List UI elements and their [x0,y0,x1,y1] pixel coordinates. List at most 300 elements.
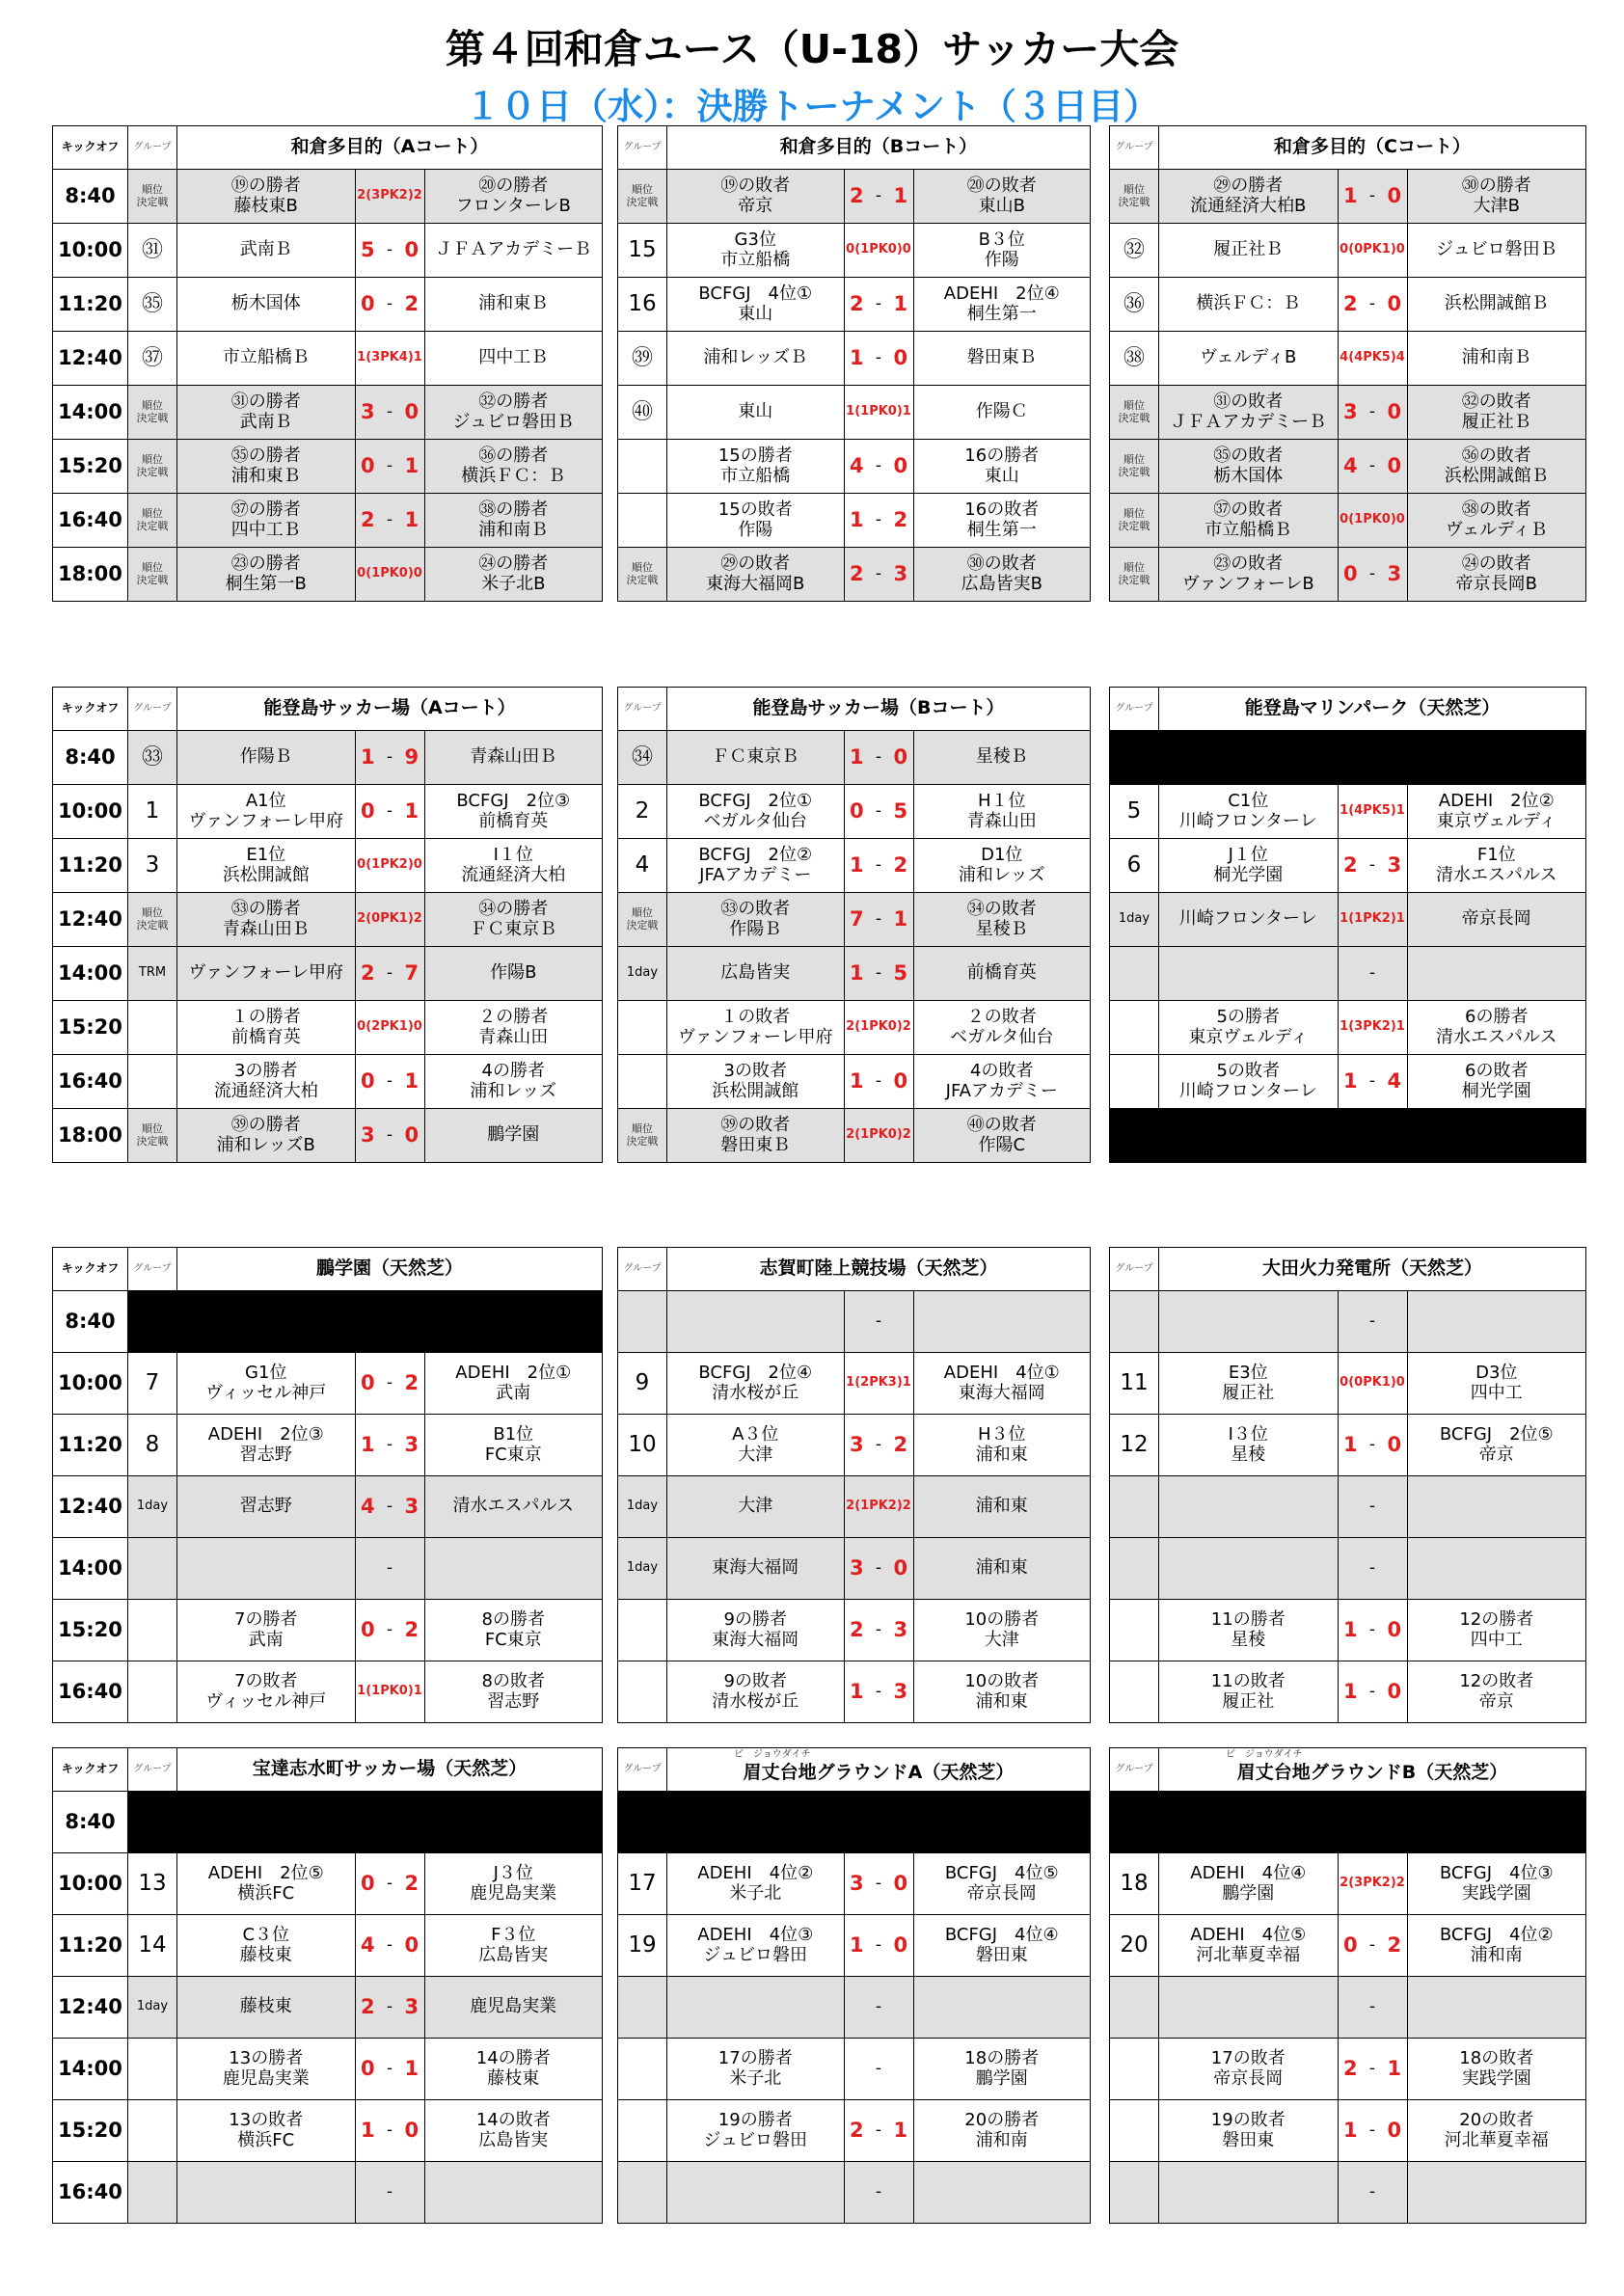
score-dash: - [869,1661,888,1723]
home-score: 1 [1338,1415,1363,1476]
away-team: H１位 青森山田 [913,785,1091,839]
home-score: 0 [1338,548,1363,602]
home-score: 1 [1338,1600,1363,1661]
home-score: 1 [1338,2100,1363,2162]
match-row [1110,1661,1586,1723]
home-team: 作陽Ｂ [177,731,356,785]
venue-title: 宝達志水町サッカー場（天然芝） [177,1748,603,1792]
kickoff-time: 10:00 [53,224,128,278]
home-score: 0 [1338,1915,1363,1977]
away-team: 星稜Ｂ [913,731,1091,785]
match-group: 1day [618,1538,667,1600]
home-team [1159,2162,1339,2224]
away-team: 作陽Ｃ [913,386,1091,440]
match-group: ㉛ [128,224,177,278]
away-team: 帝京長岡 [1407,893,1586,947]
match-group: 20 [1110,1915,1159,1977]
home-team: 東海大福岡 [667,1538,845,1600]
match-group: ㉝ [128,731,177,785]
away-team: ⑳の勝者 フロンターレB [424,170,603,224]
score-dash: - [869,1291,888,1353]
home-team: E1位 浜松開誠館 [177,839,356,893]
score-dash: - [869,548,888,602]
match-group: 14 [128,1915,177,1977]
venue-panel [1109,1247,1585,1722]
away-score: 0 [1382,386,1407,440]
match-group: 6 [1110,839,1159,893]
away-score: 2 [399,1853,424,1915]
home-team: ㉝の敗者 作陽Ｂ [667,893,845,947]
home-team: ㊲の敗者 市立船橋Ｂ [1159,494,1339,548]
away-team: 10の敗者 浦和東 [913,1661,1091,1723]
match-row [1110,839,1586,893]
venue-panel [617,125,1090,601]
match-row [618,839,1091,893]
away-score: 0 [1382,2100,1407,2162]
header-row [53,1748,603,1792]
kickoff-time: 12:40 [53,1476,128,1538]
home-team: C1位 川崎フロンターレ [1159,785,1339,839]
home-score: 1 [355,731,380,785]
blocked-slot [1110,1792,1586,1853]
home-score [1338,2162,1363,2224]
home-score: 0 [355,1055,380,1109]
away-score: 0 [1382,1600,1407,1661]
kickoff-time: 16:40 [53,494,128,548]
match-row [1110,731,1586,785]
home-score: 1 [844,731,869,785]
header-row [618,1748,1091,1792]
kickoff-time: 8:40 [53,1792,128,1853]
home-score: 0 [355,785,380,839]
kickoff-time: 15:20 [53,440,128,494]
match-row [1110,386,1586,440]
pk-score: 0(1PK0)0 [1338,494,1407,548]
match-group [1110,2039,1159,2100]
score-dash: - [1363,947,1382,1001]
away-score: 1 [888,2100,913,2162]
schedule-table [52,125,603,602]
match-group: ㉞ [618,731,667,785]
away-score: 3 [399,1415,424,1476]
match-group [128,1661,177,1723]
away-score: 0 [888,731,913,785]
home-score: 7 [844,893,869,947]
away-team: J３位 鹿児島実業 [424,1853,603,1915]
match-row [1110,785,1586,839]
pk-score: 1(3PK4)1 [355,332,424,386]
match-row [53,1977,603,2039]
away-team: ㉚の敗者 広島皆実B [913,548,1091,602]
pk-score: 0(1PK0)0 [355,548,424,602]
match-group [618,494,667,548]
match-row [1110,1792,1586,1853]
home-team: ㊴の敗者 磐田東Ｂ [667,1109,845,1163]
score-dash: - [1363,386,1382,440]
away-team: 浦和東 [913,1476,1091,1538]
score-dash: - [380,1853,399,1915]
match-group [128,1538,177,1600]
match-group: 15 [618,224,667,278]
home-score: 5 [355,224,380,278]
score-dash: - [380,386,399,440]
match-group: ㉟ [128,278,177,332]
venue-title: 眉丈台地グラウンドB（天然芝） [1159,1748,1586,1792]
schedule-table [52,1247,603,1723]
venue-panel [52,687,602,1162]
home-team: 19の敗者 磐田東 [1159,2100,1339,2162]
page-subtitle: １０日（水）：決勝トーナメント（３日目） [464,86,1160,127]
kickoff-time: 14:00 [53,947,128,1001]
match-group: 9 [618,1353,667,1415]
group-header: グループ [128,1248,177,1291]
score-dash: - [1363,1415,1382,1476]
match-group: ㉜ [1110,224,1159,278]
home-team: BCFGJ 2位② JFAアカデミー [667,839,845,893]
home-team: 17の敗者 帝京長岡 [1159,2039,1339,2100]
match-row [53,731,603,785]
home-score: 2 [1338,839,1363,893]
score-dash: - [869,2039,888,2100]
match-row [53,224,603,278]
score-dash: - [380,2039,399,2100]
kickoff-time: 10:00 [53,1353,128,1415]
match-group: 8 [128,1415,177,1476]
blocked-slot [618,1792,1091,1853]
schedule-table [1109,1747,1586,2224]
score-dash: - [869,332,888,386]
away-score [399,1538,424,1600]
match-row [618,1792,1091,1853]
score-dash: - [380,1538,399,1600]
match-row [53,1055,603,1109]
home-score: 0 [355,278,380,332]
away-score: 1 [399,785,424,839]
match-row [1110,1476,1586,1538]
match-row [618,1001,1091,1055]
group-header: グループ [1110,688,1159,731]
match-group: 順位 決定戦 [1110,548,1159,602]
home-team: 5の勝者 東京ヴェルディ [1159,1001,1339,1055]
home-team: ㊲の勝者 四中工Ｂ [177,494,356,548]
match-row [1110,2100,1586,2162]
home-score: 3 [355,1109,380,1163]
home-score: 1 [844,1915,869,1977]
match-row [53,1915,603,1977]
group-header: グループ [128,126,177,170]
match-row [1110,2162,1586,2224]
match-group: 17 [618,1853,667,1915]
away-team: 18の勝者 鵬学園 [913,2039,1091,2100]
match-group [1110,1055,1159,1109]
pk-score: 2(3PK2)2 [355,170,424,224]
score-dash: - [1363,839,1382,893]
kickoff-time: 16:40 [53,1055,128,1109]
score-dash: - [1363,1476,1382,1538]
home-team: 栃木国体 [177,278,356,332]
home-score: 1 [1338,1661,1363,1723]
venue-panel [1109,125,1585,601]
group-header: グループ [1110,1748,1159,1792]
venue-panel [52,125,602,601]
away-team: ㉜の勝者 ジュビロ磐田Ｂ [424,386,603,440]
away-score: 0 [399,1915,424,1977]
away-team: BCFGJ 4位② 浦和南 [1407,1915,1586,1977]
page-title: 第４回和倉ユース（U-18）サッカー大会 [445,26,1179,72]
header-row [1110,126,1586,170]
away-team: 20の勝者 浦和南 [913,2100,1091,2162]
home-score: 2 [844,2100,869,2162]
home-score: 4 [844,440,869,494]
header-row [53,126,603,170]
home-team: 5の敗者 川崎フロンターレ [1159,1055,1339,1109]
away-team: 四中工Ｂ [424,332,603,386]
pk-score: 2(0PK1)2 [355,893,424,947]
away-team [1407,1977,1586,2039]
away-team: 鹿児島実業 [424,1977,603,2039]
kickoff-time: 15:20 [53,2100,128,2162]
home-team: ㉓の敗者 ヴァンフォーレB [1159,548,1339,602]
match-group: ㊳ [1110,332,1159,386]
home-score: 3 [1338,386,1363,440]
away-team: 4の敗者 JFAアカデミー [913,1055,1091,1109]
home-team: A1位 ヴァンフォーレ甲府 [177,785,356,839]
away-score: 1 [399,440,424,494]
score-dash: - [869,947,888,1001]
home-score: 2 [844,170,869,224]
away-team: 前橋育英 [913,947,1091,1001]
kickoff-time: 12:40 [53,893,128,947]
match-group [618,1600,667,1661]
away-team: ADEHI 2位④ 桐生第一 [913,278,1091,332]
match-group: 順位 決定戦 [1110,494,1159,548]
home-score: 3 [844,1853,869,1915]
kickoff-time: 10:00 [53,785,128,839]
match-row [1110,224,1586,278]
group-header: グループ [618,1248,667,1291]
score-dash: - [1363,1291,1382,1353]
away-score [888,2162,913,2224]
match-group [128,2039,177,2100]
match-row [53,1353,603,1415]
match-row [618,1600,1091,1661]
score-dash: - [1363,440,1382,494]
match-row [1110,170,1586,224]
match-row [53,1109,603,1163]
blocked-slot [128,1792,603,1853]
away-team: ADEHI 2位① 武南 [424,1353,603,1415]
kickoff-time: 14:00 [53,1538,128,1600]
away-team: 浦和南Ｂ [1407,332,1586,386]
away-team: 14の勝者 藤枝東 [424,2039,603,2100]
home-team: ADEHI 2位③ 習志野 [177,1415,356,1476]
away-score: 1 [888,893,913,947]
match-row [53,1792,603,1853]
score-dash: - [380,1600,399,1661]
home-score: 0 [355,440,380,494]
away-team: 16の敗者 桐生第一 [913,494,1091,548]
away-score: 3 [399,1977,424,2039]
match-row [618,170,1091,224]
away-team: 4の勝者 浦和レッズ [424,1055,603,1109]
kickoff-time: 8:40 [53,170,128,224]
away-team: D3位 四中工 [1407,1353,1586,1415]
match-row [53,386,603,440]
home-team: ㉙の勝者 流通経済大柏B [1159,170,1339,224]
away-team: 8の敗者 習志野 [424,1661,603,1723]
home-team: 履正社Ｂ [1159,224,1339,278]
score-dash: - [1363,1538,1382,1600]
match-row [53,839,603,893]
match-group [618,2039,667,2100]
away-team: 14の敗者 広島皆実 [424,2100,603,2162]
schedule-table [52,1747,603,2224]
away-score: 3 [399,1476,424,1538]
score-dash: - [380,440,399,494]
match-group [1110,947,1159,1001]
home-score: 1 [355,2100,380,2162]
away-score: 0 [1382,170,1407,224]
away-score: 0 [888,1915,913,1977]
score-dash: - [869,785,888,839]
header-row [1110,688,1586,731]
score-dash: - [869,170,888,224]
score-dash: - [380,1109,399,1163]
match-row [618,893,1091,947]
match-row [53,2039,603,2100]
match-row [53,278,603,332]
home-team: C３位 藤枝東 [177,1915,356,1977]
away-team: 12の勝者 四中工 [1407,1600,1586,1661]
away-score: 3 [1382,548,1407,602]
pk-score: 0(1PK2)0 [355,839,424,893]
kickoff-header: キックオフ [53,688,128,731]
header-row [1110,1248,1586,1291]
away-team: 浦和東 [913,1538,1091,1600]
match-row [618,1291,1091,1353]
match-group: 順位 決定戦 [128,494,177,548]
match-row [618,332,1091,386]
venue-panel [617,1747,1090,2223]
match-row [618,947,1091,1001]
home-team: E3位 履正社 [1159,1353,1339,1415]
score-dash: - [380,224,399,278]
away-score: 2 [399,1353,424,1415]
away-team: ⑳の敗者 東山B [913,170,1091,224]
venue-title: 和倉多目的（Cコート） [1159,126,1586,170]
home-score: 2 [355,947,380,1001]
schedule-table [1109,687,1586,1163]
header-row [53,1248,603,1291]
home-team: 7の勝者 武南 [177,1600,356,1661]
match-row [1110,332,1586,386]
pk-score: 1(1PK0)1 [355,1661,424,1723]
home-team: ㉙の敗者 東海大福岡B [667,548,845,602]
match-row [1110,278,1586,332]
match-group: 1 [128,785,177,839]
match-group [128,2100,177,2162]
home-team: J１位 桐光学園 [1159,839,1339,893]
score-dash: - [380,1055,399,1109]
match-group: 順位 決定戦 [128,548,177,602]
match-group: 3 [128,839,177,893]
away-team: ㊳の敗者 ヴェルディＢ [1407,494,1586,548]
match-row [1110,893,1586,947]
match-group [618,1661,667,1723]
venue-panel [52,1747,602,2223]
home-score [1338,947,1363,1001]
header-row [53,688,603,731]
match-row [53,2100,603,2162]
away-team: 鵬学園 [424,1109,603,1163]
venue-panel [1109,1747,1585,2223]
match-row [1110,1415,1586,1476]
away-score [888,1977,913,2039]
home-score: 0 [844,785,869,839]
match-row [53,1415,603,1476]
match-row [618,2162,1091,2224]
match-row [618,731,1091,785]
away-score: 0 [1382,440,1407,494]
match-group: 1day [618,947,667,1001]
home-team: ㉛の勝者 武南Ｂ [177,386,356,440]
score-dash: - [380,1415,399,1476]
schedule-section [52,1747,1585,2223]
match-group [618,1055,667,1109]
match-group: ㊴ [618,332,667,386]
match-row [1110,1109,1586,1163]
away-team: BCFGJ 4位③ 実践学園 [1407,1853,1586,1915]
match-group: 10 [618,1415,667,1476]
match-row [53,494,603,548]
home-score: 2 [355,1977,380,2039]
group-header: グループ [128,1748,177,1792]
pk-score: 0(1PK0)0 [844,224,913,278]
venue-panel [617,687,1090,1162]
group-header: グループ [1110,1248,1159,1291]
home-score [1338,1977,1363,2039]
score-dash: - [869,1915,888,1977]
score-dash: - [869,731,888,785]
home-team: ADEHI 4位④ 鵬学園 [1159,1853,1339,1915]
home-team [667,1291,845,1353]
kickoff-time: 11:20 [53,1915,128,1977]
pk-score: 1(4PK5)1 [1338,785,1407,839]
match-row [618,1415,1091,1476]
home-score: 0 [355,1600,380,1661]
match-group: ㊱ [1110,278,1159,332]
match-row [618,1915,1091,1977]
away-score: 3 [888,548,913,602]
home-team: ヴェルディB [1159,332,1339,386]
match-row [1110,1001,1586,1055]
match-row [618,1853,1091,1915]
match-group [618,1977,667,2039]
match-group: 16 [618,278,667,332]
score-dash: - [1363,1661,1382,1723]
away-score: 1 [888,278,913,332]
match-group [128,2162,177,2224]
blocked-slot [128,1291,603,1353]
score-dash: - [869,2162,888,2224]
away-team: ADEHI 4位① 東海大福岡 [913,1353,1091,1415]
match-group [128,1600,177,1661]
away-team [1407,947,1586,1001]
home-team: ㉟の勝者 浦和東Ｂ [177,440,356,494]
away-team: 浦和東Ｂ [424,278,603,332]
match-row [618,1977,1091,2039]
away-score: 0 [1382,1415,1407,1476]
